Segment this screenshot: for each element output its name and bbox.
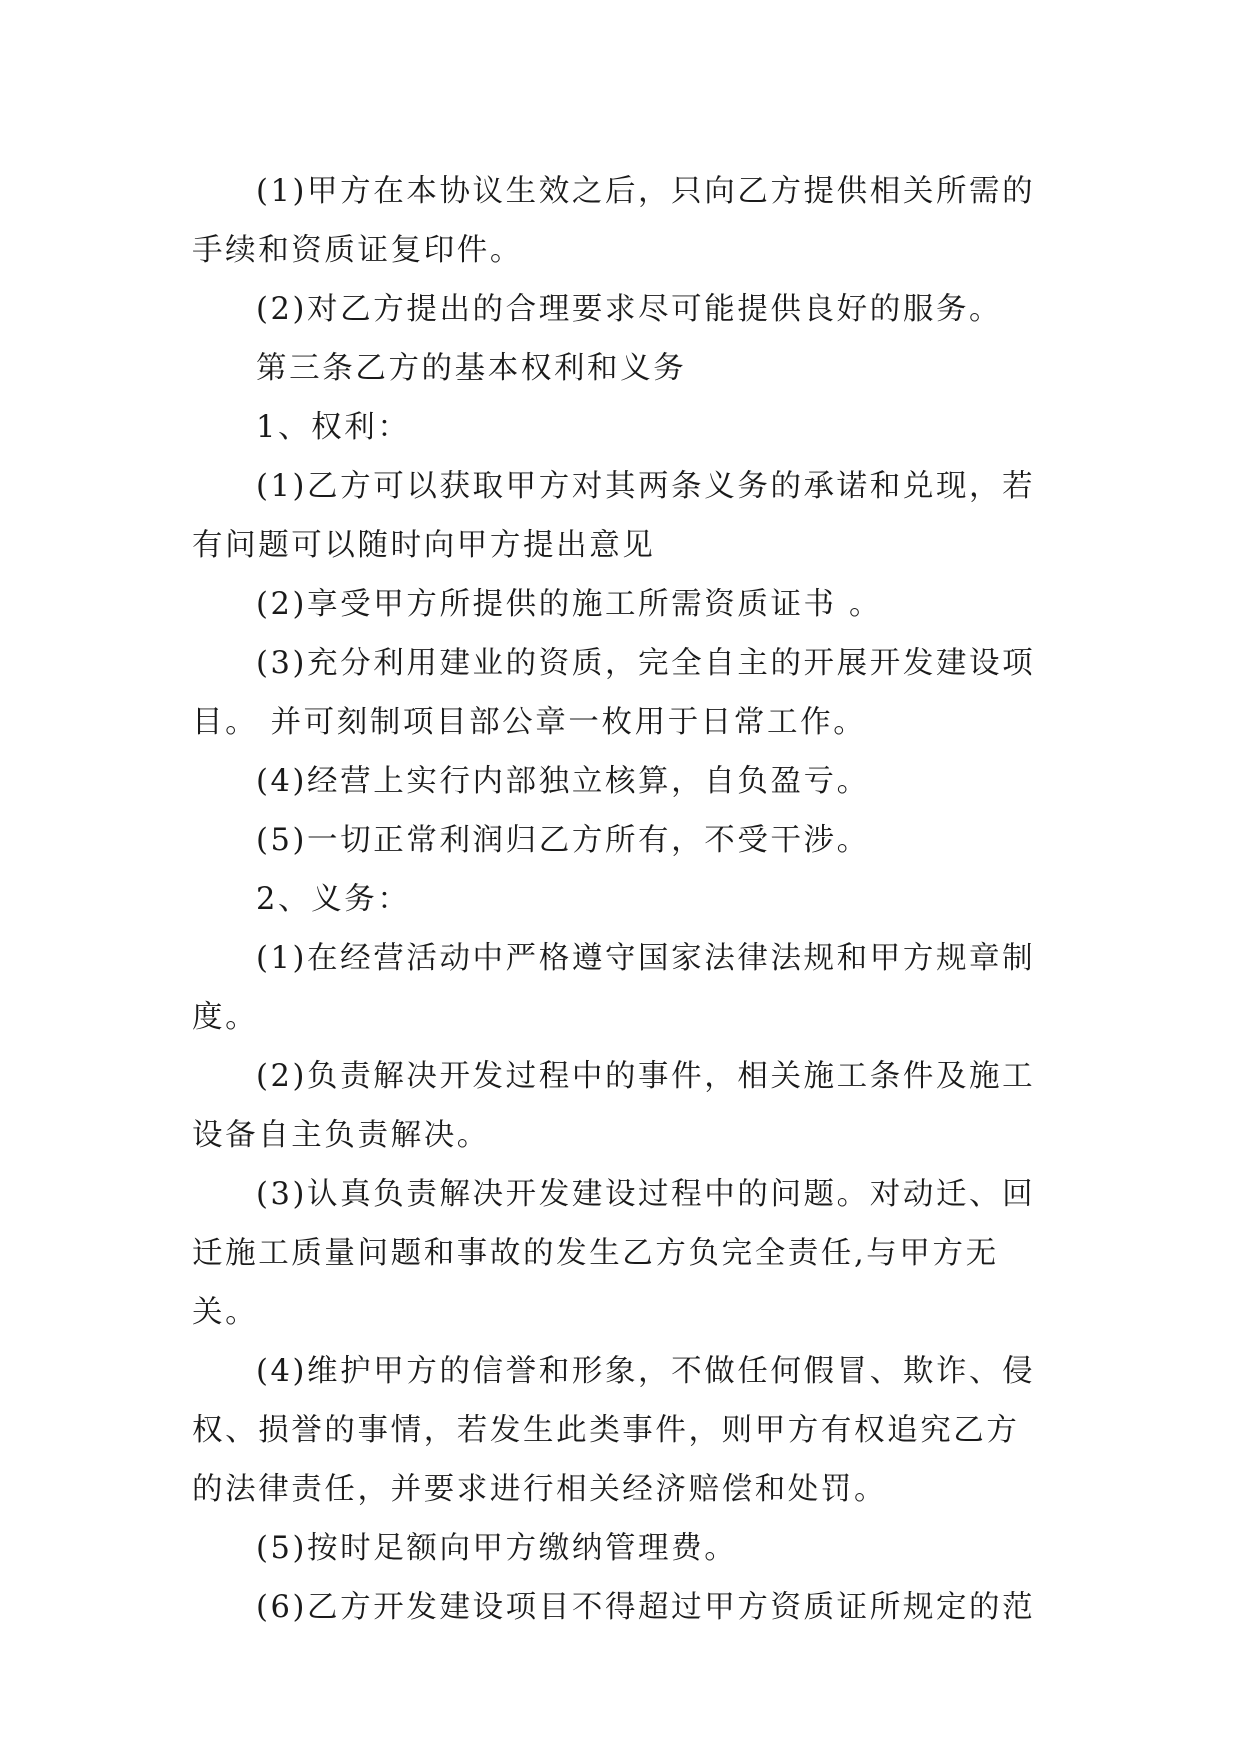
paragraph: (6)乙方开发建设项目不得超过甲方资质证所规定的范 (256, 1590, 1036, 1625)
document-body (192, 162, 1050, 1637)
subsection-heading: 2、义务： (256, 882, 411, 917)
paragraph: (2)享受甲方所提供的施工所需资质证书 。 (256, 587, 883, 622)
paragraph: (1)乙方可以获取甲方对其两条义务的承诺和兑现，若有问题可以随时向甲方提出意见 (192, 469, 1036, 563)
paragraph: (4)维护甲方的信誉和形象，不做任何假冒、欺诈、侵权、损誉的事情，若发生此类事件，则甲方有权追究乙方的法律责任，并要求进行相关经济赔偿和处罚。 (192, 1354, 1036, 1507)
paragraph: (5)按时足额向甲方缴纳管理费。 (256, 1531, 738, 1566)
paragraph: (1)在经营活动中严格遵守国家法律法规和甲方规章制度。 (192, 941, 1036, 1035)
paragraph: (2)负责解决开发过程中的事件，相关施工条件及施工设备自主负责解决。 (192, 1059, 1036, 1153)
paragraph: (3)充分利用建业的资质，完全自主的开展开发建设项目。 并可刻制项目部公章一枚用于日常工作。 (192, 646, 1036, 740)
paragraph: (4)经营上实行内部独立核算，自负盈亏。 (256, 764, 870, 799)
paragraph: (1)甲方在本协议生效之后，只向乙方提供相关所需的手续和资质证复印件。 (192, 174, 1036, 268)
section-heading: 第三条乙方的基本权利和义务 (256, 351, 687, 386)
paragraph: (5)一切正常利润归乙方所有，不受干涉。 (256, 823, 870, 858)
subsection-heading: 1、权利： (256, 410, 411, 445)
paragraph: (3)认真负责解决开发建设过程中的问题。对动迁、回迁施工质量问题和事故的发生乙方负完全责任,与甲方无关。 (192, 1177, 1036, 1330)
paragraph: (2)对乙方提出的合理要求尽可能提供良好的服务。 (256, 292, 1003, 327)
